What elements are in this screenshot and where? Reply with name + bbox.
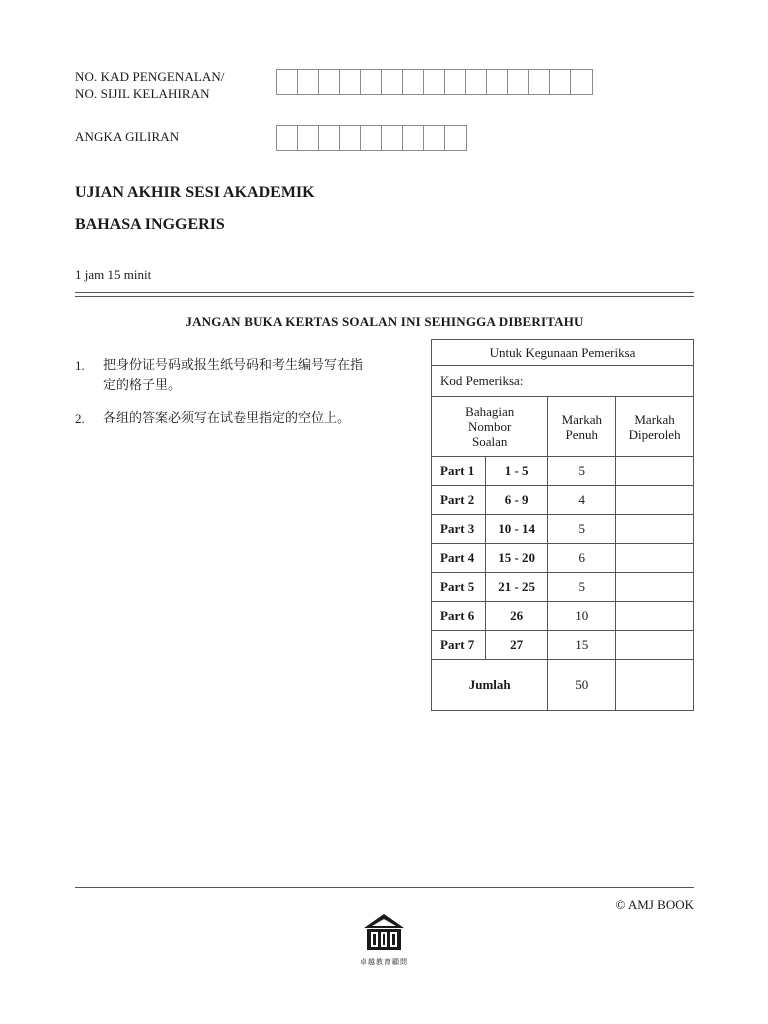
marks-obtained-cell[interactable]	[616, 602, 694, 631]
id-box[interactable]	[382, 70, 403, 94]
index-box[interactable]	[340, 126, 361, 150]
id-box[interactable]	[550, 70, 571, 94]
table-row: Part 5 21 - 25 5	[432, 573, 694, 602]
exam-duration: 1 jam 15 minit	[75, 267, 152, 282]
table-row: Part 2 6 - 9 4	[432, 486, 694, 515]
index-box[interactable]	[403, 126, 424, 150]
id-number-boxes[interactable]	[276, 69, 593, 95]
id-box[interactable]	[277, 70, 298, 94]
id-box[interactable]	[466, 70, 487, 94]
total-obtained-cell[interactable]	[616, 660, 694, 711]
id-box[interactable]	[445, 70, 466, 94]
table-row: Part 7 27 15	[432, 631, 694, 660]
examiner-table	[431, 339, 694, 711]
id-box[interactable]	[340, 70, 361, 94]
publisher-logo-icon	[362, 912, 406, 952]
table-title: Untuk Kegunaan Pemeriksa	[432, 340, 694, 366]
total-row	[432, 660, 694, 711]
header-section: Bahagian Nombor Soalan	[432, 397, 548, 457]
table-row: Part 1 1 - 5 5	[432, 457, 694, 486]
footer-divider	[75, 887, 694, 888]
id-box[interactable]	[424, 70, 445, 94]
note-2: 2. 各组的答案必须写在试卷里指定的空位上。	[75, 411, 351, 426]
id-box[interactable]	[319, 70, 340, 94]
id-box[interactable]	[361, 70, 382, 94]
divider-bottom	[75, 296, 694, 297]
id-box[interactable]	[298, 70, 319, 94]
marks-obtained-cell[interactable]	[616, 486, 694, 515]
publisher-logo-text: 卓越教育顧問	[360, 958, 408, 966]
marks-obtained-cell[interactable]	[616, 631, 694, 660]
index-box[interactable]	[361, 126, 382, 150]
marks-obtained-cell[interactable]	[616, 457, 694, 486]
instruction-heading: JANGAN BUKA KERTAS SOALAN INI SEHINGGA DIBERITAHU	[185, 314, 584, 329]
index-number-label: ANGKA GILIRAN	[75, 129, 180, 144]
examiner-code-label: Kod Pemeriksa:	[432, 366, 694, 397]
divider-top	[75, 292, 694, 293]
header-marks-obtained: Markah Diperoleh	[616, 397, 694, 457]
id-box[interactable]	[571, 70, 592, 94]
table-row: Part 3 10 - 14 5	[432, 515, 694, 544]
note-1: 1. 把身份证号码或报生纸号码和考生编号写在指 定的格子里。	[75, 358, 364, 393]
index-box[interactable]	[382, 126, 403, 150]
index-box[interactable]	[445, 126, 466, 150]
table-row: Part 6 26 10	[432, 602, 694, 631]
marks-obtained-cell[interactable]	[616, 515, 694, 544]
id-box[interactable]	[529, 70, 550, 94]
index-number-boxes[interactable]	[276, 125, 467, 151]
marks-obtained-cell[interactable]	[616, 544, 694, 573]
total-label: Jumlah	[432, 660, 548, 711]
index-box[interactable]	[277, 126, 298, 150]
id-box[interactable]	[487, 70, 508, 94]
id-box[interactable]	[403, 70, 424, 94]
id-number-label: NO. KAD PENGENALAN/ NO. SIJIL KELAHIRAN	[75, 69, 225, 101]
id-box[interactable]	[508, 70, 529, 94]
marks-obtained-cell[interactable]	[616, 573, 694, 602]
publisher-logo	[354, 912, 414, 967]
index-box[interactable]	[319, 126, 340, 150]
copyright: © AMJ BOOK	[615, 897, 694, 912]
exam-subject: BAHASA INGGERIS	[75, 216, 225, 233]
index-box[interactable]	[298, 126, 319, 150]
index-box[interactable]	[424, 126, 445, 150]
header-full-marks: Markah Penuh	[548, 397, 616, 457]
table-row: Part 4 15 - 20 6	[432, 544, 694, 573]
exam-title: UJIAN AKHIR SESI AKADEMIK	[75, 184, 315, 201]
total-full-marks: 50	[548, 660, 616, 711]
